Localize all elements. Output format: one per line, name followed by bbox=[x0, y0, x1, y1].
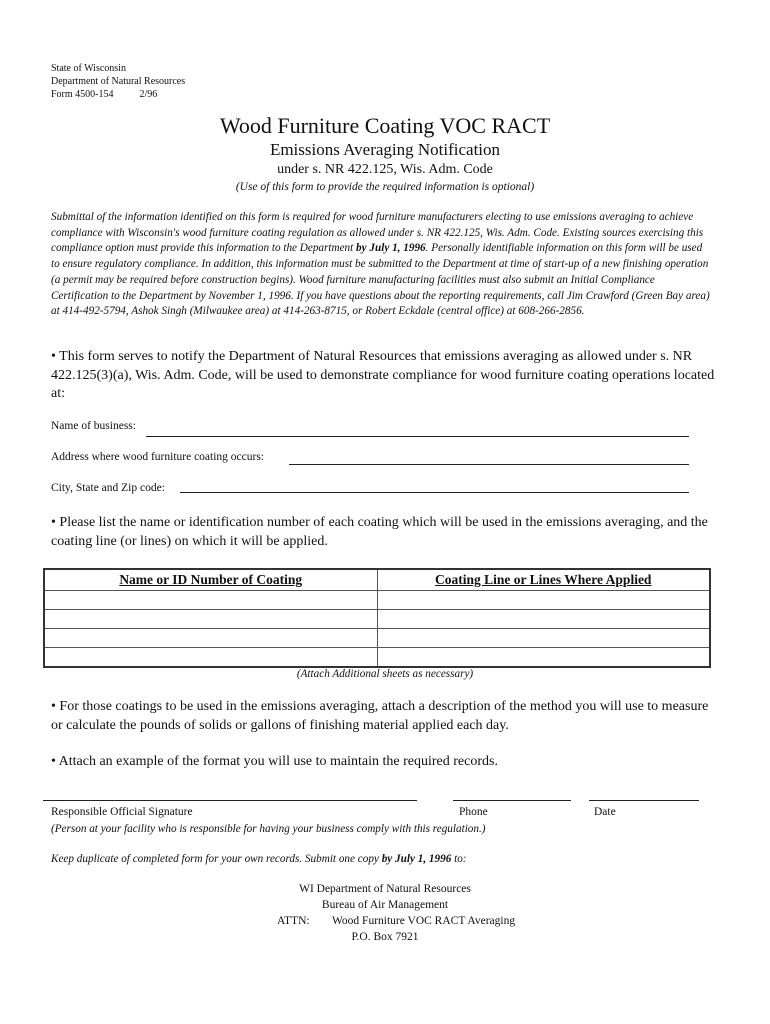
city-state-zip-field[interactable] bbox=[180, 492, 689, 493]
bullet-list-coatings bbox=[51, 514, 716, 551]
coating-name-cell[interactable] bbox=[44, 629, 377, 648]
intro-deadline: by July 1, 1996 bbox=[356, 242, 426, 255]
address-line-2: Bureau of Air Management bbox=[321, 899, 449, 911]
address-line-1: WI Department of Natural Resources bbox=[299, 883, 471, 895]
business-name-field[interactable] bbox=[146, 436, 689, 437]
form-number-line bbox=[51, 88, 157, 101]
coatings-table bbox=[43, 568, 711, 668]
intro-text-2: . Personally identifiable information on this form will be used to ensure regulatory compliance. In addition, this information must be submitted to the Department at time of start-up of a new finishing operation (a permit may be required before construction begins). Wood furniture manufacturing facilities must also submit an Initial Compliance Certification to the Department by November 1, 1996. If you have questions about the reporting requirements, call Jim Crawford (Green Bay area) at 414-492-5794, Ashok Singh (Milwaukee area) at 414-263-8715, or Robert Eckdale (central office) at 608-266-2856. bbox=[51, 242, 710, 318]
submit-instructions bbox=[51, 853, 467, 865]
coating-line-cell[interactable] bbox=[377, 629, 710, 648]
optional-note: (Use of this form to provide the required information is optional) bbox=[235, 181, 535, 193]
statute-reference: under s. NR 422.125, Wis. Adm. Code bbox=[277, 162, 493, 177]
bullet-records-text: Attach an example of the format you will use to maintain the required records. bbox=[58, 754, 498, 769]
bullet-method bbox=[51, 698, 716, 735]
attn-label: ATTN: bbox=[277, 915, 310, 927]
city-state-zip-label: City, State and Zip code: bbox=[51, 482, 165, 494]
coating-name-cell[interactable] bbox=[44, 610, 377, 629]
coating-name-cell[interactable] bbox=[44, 591, 377, 610]
page-subtitle: Emissions Averaging Notification bbox=[269, 140, 501, 159]
submit-deadline: by July 1, 1996 bbox=[381, 853, 452, 865]
responsible-person-note: (Person at your facility who is responsible for having your business comply with this regulation.) bbox=[51, 823, 486, 835]
table-row bbox=[44, 610, 710, 629]
attach-sheets-note: (Attach Additional sheets as necessary) bbox=[296, 668, 474, 680]
business-name-label: Name of business: bbox=[51, 420, 136, 432]
date-label: Date bbox=[594, 806, 616, 818]
agency-state: State of Wisconsin bbox=[51, 63, 126, 74]
phone-field[interactable] bbox=[453, 800, 571, 801]
address-line-3: Wood Furniture VOC RACT Averaging bbox=[332, 915, 516, 927]
form-date: 2/96 bbox=[139, 89, 158, 100]
submit-text: Keep duplicate of completed form for your own records. Submit one copy bbox=[51, 853, 382, 865]
bullet-notify bbox=[51, 348, 716, 404]
table-row bbox=[44, 648, 710, 668]
bullet-list-coatings-text: Please list the name or identification number of each coating which will be used in the emissions averaging, and the coating line (or lines) on which it will be applied. bbox=[51, 515, 708, 549]
signature-field[interactable] bbox=[43, 800, 417, 801]
address-field[interactable] bbox=[289, 464, 689, 465]
intro-paragraph bbox=[51, 210, 711, 320]
bullet-icon: • bbox=[51, 699, 56, 714]
table-header-row bbox=[44, 569, 710, 591]
table-row bbox=[44, 591, 710, 610]
coating-line-cell[interactable] bbox=[377, 591, 710, 610]
form-number: Form 4500-154 bbox=[51, 89, 114, 100]
bullet-notify-text: This form serves to notify the Department of Natural Resources that emissions averaging as allowed under s. NR 422.125(3)(a), Wis. Adm. Code, will be used to demonstrate compliance for wood furniture coating operations located at: bbox=[51, 349, 715, 401]
date-field[interactable] bbox=[589, 800, 699, 801]
phone-label: Phone bbox=[459, 806, 488, 818]
submit-text-end: to: bbox=[451, 853, 467, 865]
col-coating-name-header: Name or ID Number of Coating bbox=[44, 569, 377, 591]
coating-line-cell[interactable] bbox=[377, 610, 710, 629]
page-title: Wood Furniture Coating VOC RACT bbox=[219, 113, 551, 138]
intro-text-1: Submittal of the information identified on this form is required for wood furniture manufacturers electing to use emissions averaging to achieve compliance with Wisconsin's wood furniture coating regulation as allowed under s. NR 422.125, Wis. Adm. Code. Existing sources exercising this compliance option must provide this information to the Department bbox=[51, 211, 704, 255]
signature-label: Responsible Official Signature bbox=[51, 806, 193, 818]
address-label: Address where wood furniture coating occurs: bbox=[51, 451, 265, 463]
col-coating-line-header: Coating Line or Lines Where Applied bbox=[377, 569, 710, 591]
bullet-method-text: For those coatings to be used in the emissions averaging, attach a description of the method you will use to measure or calculate the pounds of solids or gallons of finishing material applied each day. bbox=[51, 699, 709, 733]
table-row bbox=[44, 629, 710, 648]
coating-name-cell[interactable] bbox=[44, 648, 377, 668]
bullet-records bbox=[51, 753, 716, 772]
coating-line-cell[interactable] bbox=[377, 648, 710, 668]
bullet-icon: • bbox=[51, 754, 56, 769]
agency-department: Department of Natural Resources bbox=[51, 76, 186, 87]
address-line-4: P.O. Box 7921 bbox=[351, 931, 419, 943]
bullet-icon: • bbox=[51, 515, 56, 530]
bullet-icon: • bbox=[51, 349, 56, 364]
